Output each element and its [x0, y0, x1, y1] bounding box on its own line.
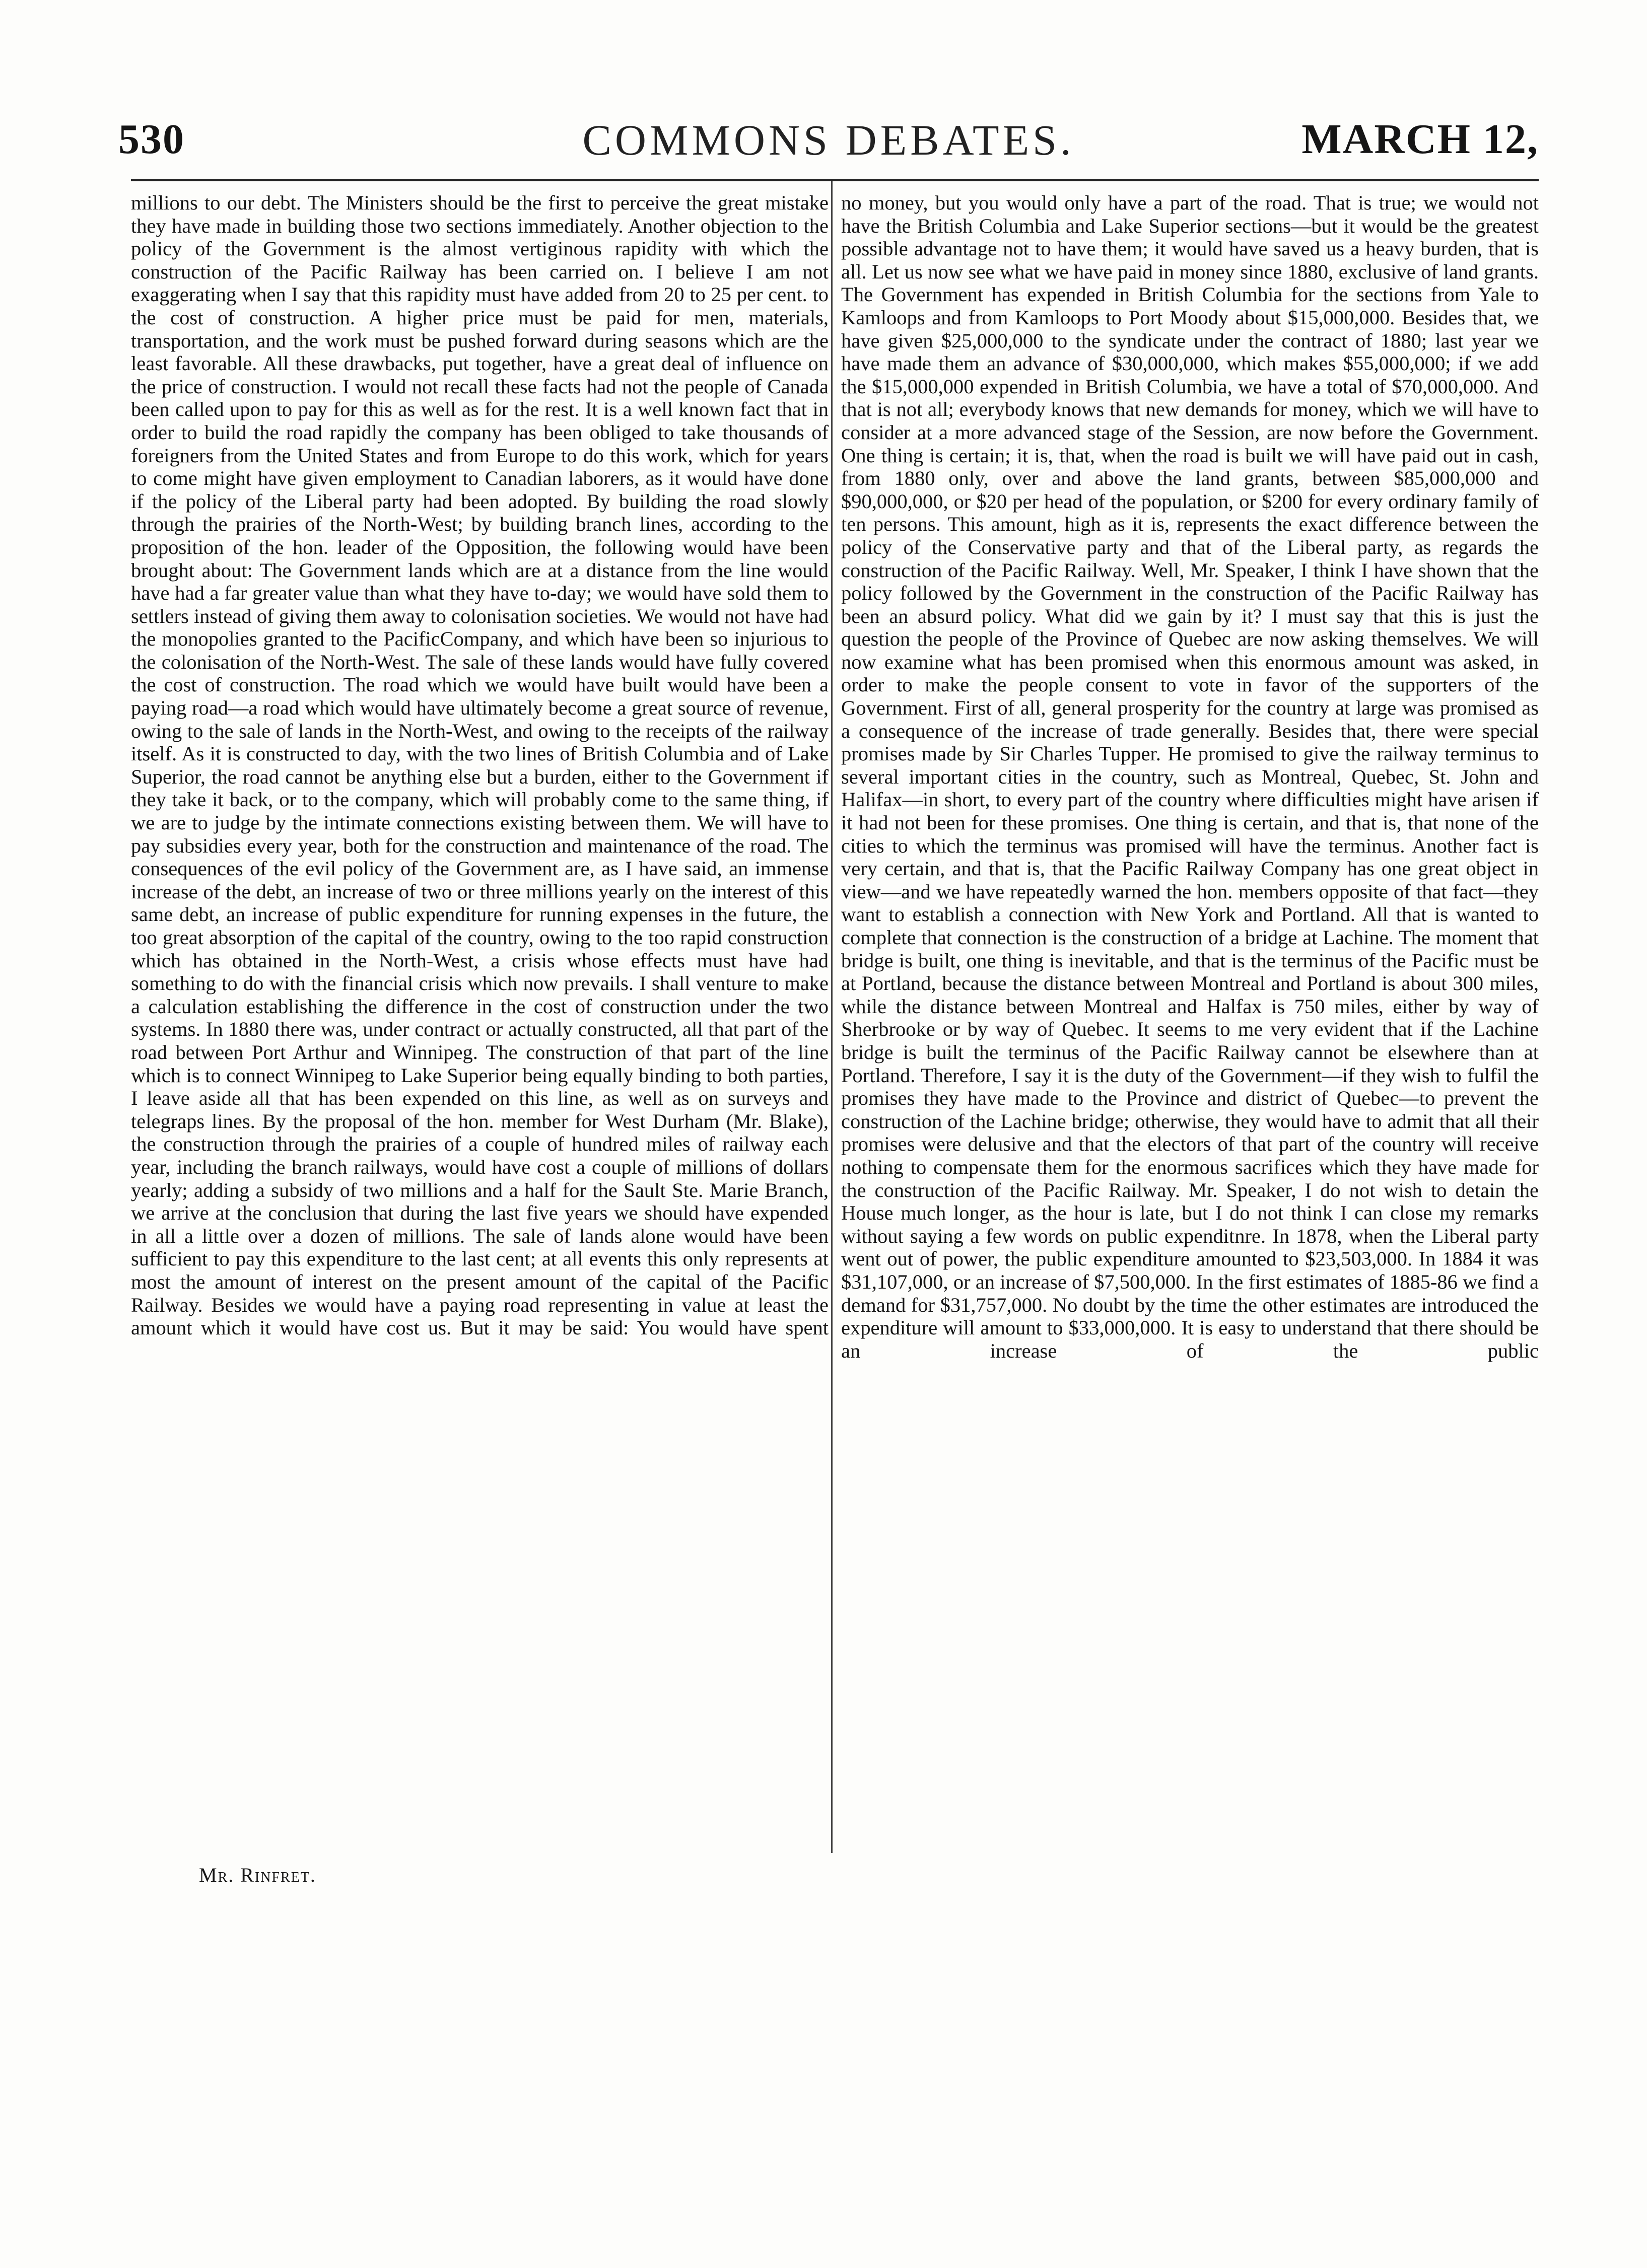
header-date: MARCH 12,	[1301, 116, 1539, 163]
left-column-text: millions to our debt. The Ministers should be the first to perceive the great mistake they have made in building those two sections immediately. Another objection to the policy of the Government is the almost vertiginous rapidity with which the construction of the Pacific Railway has been carried on. I believe I am not exaggerating when I say that this rapidity must have added from 20 to 25 per cent. to the cost of construction. A higher price must be paid for men, materials, transportation, and the work must be pushed forward during seasons which are the least favorable. All these drawbacks, put together, have a great deal of influence on the price of construction. I would not recall these facts had not the people of Canada been called upon to pay for this as well as for the rest. It is a well known fact that in order to build the road rapidly the company has been obliged to take thousands of foreigners from the United States and from Europe to do this work, which for years to come might have given employment to Canadian laborers, as it would have done if the policy of the Liberal party had been adopted. By building the road slowly through the prairies of the North-West; by building branch lines, according to the proposition of the hon. leader of the Opposition, the following would have been brought about: The Government lands which are at a distance from the line would have had a far greater value than what they have to-day; we would have sold them to settlers instead of giving them away to colonisation societies. We would not have had the monopolies granted to the PacificCompany, and which have been so injurious to the colonisation of the North-West. The sale of these lands would have fully covered the cost of construction. The road which we would have built would have been a paying road—a road which would have ultimately become a great source of revenue, owing to the sale of lands in the North-West, and owing to the receipts of the railway itself. As it is constructed to day, with the two lines of British Columbia and of Lake Superior, the road cannot be anything else but a burden, either to the Government if they take it back, or to the company, which will probably come to the same thing, if we are to judge by the intimate connections existing between them. We will have to pay subsidies every year, both for the construction and maintenance of the road. The consequences of the evil policy of the Government are, as I have said, an immense increase of the debt, an increase of two or three millions yearly on the interest of this same debt, an increase of public expenditure for running expenses in the future, the too great absorption of the capital of the country, owing to the too rapid construction which has obtained in the North-West, a crisis whose effects must have had something to do with the financial crisis which now prevails. I shall venture to make a calculation establishing the difference in the cost of construction under the two systems. In 1880 there was, under contract or actually constructed, all that part of the road between Port Arthur and Winnipeg. The construction of that part of the line which is to connect Winnipeg to Lake Superior being equally binding to both parties, I leave aside all that has been expended on this line, as well as on surveys and telegraps lines. By the proposal of the hon. member for West Durham (Mr. Blake), the construction through the prairies of a couple of hundred miles of railway each year, including the branch railways, would have cost a couple of millions of dollars yearly; adding a subsidy of two millions and a half for the Sault Ste. Marie Branch, we arrive at the conclusion that during the last five years we should have expended in all a little over a dozen of millions. The sale of lands alone would have been sufficient to pay this expenditure to the last cent; at all events this only represents at most the amount of interest on the present amount of the capital of the Pacific Railway. Besides we would have a paying road representing in value at least the amount which it would have cost us. But it may be said: You would have spent	[131, 191, 829, 1339]
column-divider	[831, 181, 833, 1853]
page-number: 530	[118, 116, 185, 163]
left-column	[131, 191, 829, 1339]
speaker-footer	[199, 1863, 316, 1887]
header-rule	[131, 179, 1539, 181]
right-column-text: no money, but you would only have a part of the road. That is true; we would not have the British Columbia and Lake Superior sections—but it would be the greatest possible advantage not to have them; it would have saved us a heavy burden, that is all. Let us now see what we have paid in money since 1880, exclusive of land grants. The Government has expended in British Columbia for the sections from Yale to Kamloops and from Kamloops to Port Moody about $15,000,000. Besides that, we have given $25,000,000 to the syndicate under the contract of 1880; last year we have made them an advance of $30,000,000, which makes $55,000,000; if we add the $15,000,000 expended in British Columbia, we have a total of $70,000,000. And that is not all; everybody knows that new demands for money, which we will have to consider at a more advanced stage of the Session, are now before the Government. One thing is certain; it is, that, when the road is built we will have paid out in cash, from 1880 only, over and above the land grants, between $85,000,000 and $90,000,000, or $20 per head of the population, or $200 for every ordinary family of ten persons. This amount, high as it is, represents the exact difference between the policy of the Conservative party and that of the Liberal party, as regards the construction of the Pacific Railway. Well, Mr. Speaker, I think I have shown that the policy followed by the Government in the construction of the Pacific Railway has been an absurd policy. What did we gain by it? I must say that this is just the question the people of the Province of Quebec are now asking themselves. We will now examine what has been promised when this enormous amount was asked, in order to make the people consent to vote in favor of the supporters of the Government. First of all, general prosperity for the country at large was promised as a consequence of the increase of trade generally. Besides that, there were special promises made by Sir Charles Tupper. He promised to give the railway terminus to several important cities in the country, such as Montreal, Quebec, St. John and Halifax—in short, to every part of the country where difficulties might have arisen if it had not been for these promises. One thing is certain, and that is, that none of the cities to which the terminus was promised will have the terminus. Another fact is very certain, and that is, that the Pacific Railway Company has one great object in view—and we have repeatedly warned the hon. members opposite of that fact—they want to establish a connection with New York and Portland. All that is wanted to complete that connection is the construction of a bridge at Lachine. The moment that bridge is built, one thing is inevitable, and that is the terminus of the Pacific must be at Portland, because the distance between Montreal and Portland is about 300 miles, while the distance between Montreal and Halfax is 750 miles, either by way of Sherbrooke or by way of Quebec. It seems to me very evident that if the Lachine bridge is built the terminus of the Pacific Railway cannot be elsewhere than at Portland. Therefore, I say it is the duty of the Government—if they wish to fulfil the promises they have made to the Province and district of Quebec—to prevent the construction of the Lachine bridge; otherwise, they would have to admit that all their promises were delusive and that the electors of that part of the country will receive nothing to compensate them for the enormous sacrifices which they have made for the construction of the Pacific Railway. Mr. Speaker, I do not wish to detain the House much longer, as the hour is late, but I do not think I can close my remarks without saying a few words on public expenditnre. In 1878, when the Liberal party went out of power, the public expenditure amounted to $23,503,000. In 1884 it was $31,107,000, or an increase of $7,500,000. In the first estimates of 1885-86 we find a demand for $31,757,000. No doubt by the time the other estimates are introduced the expenditure will amount to $33,000,000. It is easy to understand that there should be an increase of the public	[841, 191, 1539, 1362]
right-column	[841, 191, 1539, 1362]
journal-title: COMMONS DEBATES.	[582, 116, 1075, 164]
speaker-name: Mr. Rinfret.	[199, 1864, 316, 1886]
page-header	[118, 115, 1539, 170]
